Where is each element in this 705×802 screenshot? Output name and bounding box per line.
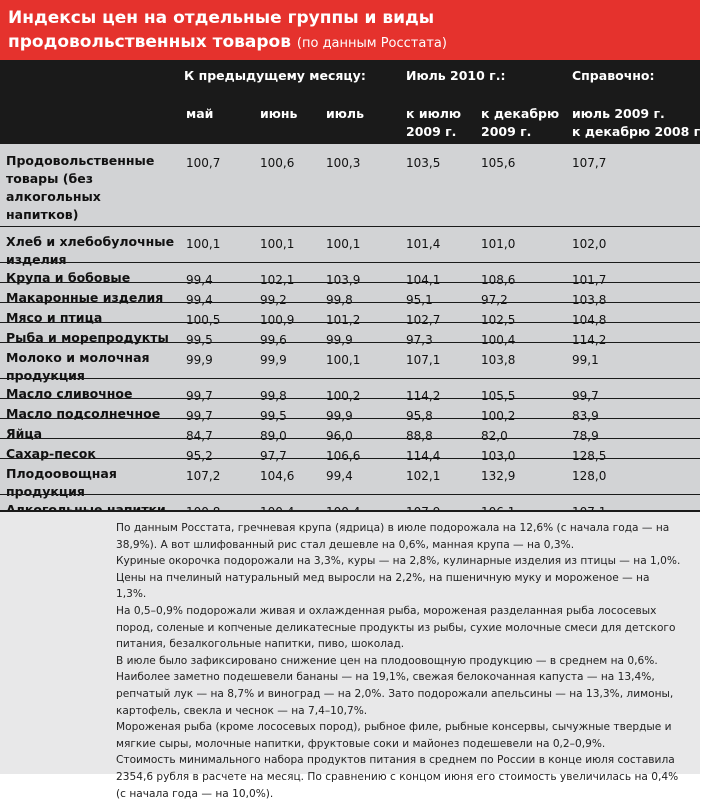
row-value: 103,8 <box>572 293 607 307</box>
row-value: 97,3 <box>406 333 433 347</box>
row-value: 102,1 <box>260 273 295 287</box>
table-row <box>0 226 700 267</box>
table-row <box>0 262 700 287</box>
row-value: 100,2 <box>481 409 516 423</box>
row-value: 107,2 <box>186 469 221 483</box>
row-value: 99,5 <box>186 333 213 347</box>
header-ref-july-2009: июль 2009 г. <box>572 106 665 121</box>
table-row <box>0 144 700 226</box>
row-value: 100,5 <box>186 313 221 327</box>
row-value: 106,6 <box>326 449 361 463</box>
row-value: 99,7 <box>186 389 213 403</box>
row-value: 100,1 <box>260 237 295 251</box>
row-value: 95,2 <box>186 449 213 463</box>
row-value: 97,7 <box>260 449 287 463</box>
row-value: 99,8 <box>326 293 353 307</box>
row-value: 102,7 <box>406 313 441 327</box>
row-value: 101,7 <box>572 273 607 287</box>
note-paragraph: В июле было зафиксировано снижение цен на плодоовощную продукцию — в среднем на 0,6%. Наиболее заметно подешевели бананы — на 19,1%, свежая белокочанная капуста — на 13,4%, репчатый лук — на 8,7% и виноград — на 2,0%. Зато подорожали апельсины — на 13,3%, лимоны, картофель, свекла и чеснок — на 7,4–10,7%. <box>116 654 674 717</box>
price-index-table <box>0 144 700 510</box>
row-value: 101,4 <box>406 237 441 251</box>
note-paragraph: На 0,5–0,9% подорожали живая и охлажденная рыба, мороженая разделанная рыба лососевых пород, соленые и копченые деликатесные продукты из рыбы, сухие молочные смеси для детского питания, безалкогольные напитки, пиво, шоколад. <box>116 604 676 651</box>
header-to-dec-2009: к декабрю <box>481 106 560 121</box>
header-may: май <box>186 106 214 121</box>
header-prev-month: К предыдущему месяцу: <box>184 68 366 83</box>
row-value: 100,9 <box>260 313 295 327</box>
row-value: 100,1 <box>326 353 361 367</box>
row-value: 132,9 <box>481 469 516 483</box>
header-to-july-2009-year: 2009 г. <box>406 124 457 139</box>
row-label: Продовольственные товары (без алкогольных напитков) <box>6 153 155 222</box>
row-value: 99,4 <box>186 273 213 287</box>
row-value: 96,0 <box>326 429 353 443</box>
row-value: 100,1 <box>326 237 361 251</box>
header-to-dec-2009-year: 2009 г. <box>481 124 532 139</box>
row-value: 95,1 <box>406 293 433 307</box>
row-value: 104,6 <box>260 469 295 483</box>
row-value: 89,0 <box>260 429 287 443</box>
row-value: 102,0 <box>572 237 607 251</box>
row-value: 108,6 <box>481 273 516 287</box>
table-row <box>0 302 700 327</box>
row-value: 95,8 <box>406 409 433 423</box>
row-value: 99,9 <box>326 409 353 423</box>
header-ref-dec-2008: к декабрю 2008 г. <box>572 124 705 139</box>
table-row <box>0 398 700 423</box>
row-label: Плодоовощная продукция <box>6 466 117 499</box>
row-value: 114,2 <box>572 333 607 347</box>
row-value: 99,6 <box>260 333 287 347</box>
header-july-2010: Июль 2010 г.: <box>406 68 506 83</box>
row-value: 100,4 <box>481 333 516 347</box>
title-banner <box>0 0 700 60</box>
row-label: Хлеб и хлебобулочные изделия <box>6 234 175 267</box>
row-value: 128,0 <box>572 469 607 483</box>
row-value: 101,2 <box>326 313 361 327</box>
row-value: 100,3 <box>326 156 361 170</box>
row-label: Крупа и бобовые <box>6 270 131 285</box>
page-title: Индексы цен на отдельные группы и виды <box>8 8 435 28</box>
row-value: 103,8 <box>481 353 516 367</box>
row-value: 78,9 <box>572 429 599 443</box>
row-value: 99,4 <box>186 293 213 307</box>
row-value: 100,1 <box>186 237 221 251</box>
table-row <box>0 418 700 443</box>
row-value: 104,1 <box>406 273 441 287</box>
row-label: Молоко и молочная продукция <box>6 350 150 383</box>
row-value: 84,7 <box>186 429 213 443</box>
header-july: июль <box>326 106 364 121</box>
row-value: 99,1 <box>572 353 599 367</box>
header-june: июнь <box>260 106 298 121</box>
row-value: 99,7 <box>186 409 213 423</box>
row-value: 82,0 <box>481 429 508 443</box>
table-row <box>0 342 700 383</box>
header-to-july-2009: к июлю <box>406 106 462 121</box>
note-paragraph: Мороженая рыба (кроме лососевых пород), рыбное филе, рыбные консервы, сычужные твердые и мягкие сыры, молочные напитки, фруктовые соки и майонез подешевели на 0,2–0,9%. <box>116 721 672 750</box>
row-value: 88,8 <box>406 429 433 443</box>
note-paragraph: Стоимость минимального набора продуктов питания в среднем по России в конце июля составила 2354,6 рубля в расчете на месяц. По сравнению с концом июня его стоимость увеличилась на 0,4% (с начала года — на 10,0%). <box>116 754 679 800</box>
row-value: 99,9 <box>326 333 353 347</box>
row-value: 99,2 <box>260 293 287 307</box>
row-value: 107,1 <box>406 353 441 367</box>
row-value: 105,5 <box>481 389 516 403</box>
row-value: 103,9 <box>326 273 361 287</box>
page-title-continued: продовольственных товаров <box>8 32 291 52</box>
row-value: 114,2 <box>406 389 441 403</box>
row-value: 103,0 <box>481 449 516 463</box>
row-value: 101,0 <box>481 237 516 251</box>
table-row <box>0 322 700 347</box>
note-paragraph: Цены на пчелиный натуральный мед выросли на 2,2%, на пшеничную муку и мороженое — на 1,3%. <box>116 571 650 601</box>
row-value: 99,5 <box>260 409 287 423</box>
row-value: 99,4 <box>326 469 353 483</box>
row-label: Масло сливочное <box>6 386 133 401</box>
table-row <box>0 494 700 510</box>
row-value: 99,8 <box>260 389 287 403</box>
row-value: 97,2 <box>481 293 508 307</box>
row-value: 102,5 <box>481 313 516 327</box>
row-label: Мясо и птица <box>6 310 103 325</box>
row-label: Сахар-песок <box>6 446 96 461</box>
row-value: 104,8 <box>572 313 607 327</box>
row-value: 100,6 <box>260 156 295 170</box>
row-value: 100,7 <box>186 156 221 170</box>
note-paragraph: По данным Росстата, гречневая крупа (ядрица) в июле подорожала на 12,6% (с начала года — на 38,9%). А вот шлифованный рис стал дешевле на 0,6%, манная крупа — на 0,3%. <box>116 522 670 551</box>
table-row <box>0 282 700 307</box>
table-row <box>0 458 700 499</box>
page-title-line2 <box>8 30 700 56</box>
row-value: 99,9 <box>186 353 213 367</box>
row-value: 99,7 <box>572 389 599 403</box>
row-value: 128,5 <box>572 449 607 463</box>
table-header <box>0 60 705 144</box>
row-value: 107,7 <box>572 156 607 170</box>
header-reference: Справочно: <box>572 68 655 83</box>
row-value: 99,9 <box>260 353 287 367</box>
row-value: 114,4 <box>406 449 441 463</box>
row-value: 105,6 <box>481 156 516 170</box>
table-row <box>0 378 700 403</box>
row-value: 100,2 <box>326 389 361 403</box>
note-paragraph: Куриные окорочка подорожали на 3,3%, куры — на 2,8%, кулинарные изделия из птицы — на 1,0%. <box>116 555 681 568</box>
row-value: 102,1 <box>406 469 441 483</box>
row-label: Масло подсолнечное <box>6 406 161 421</box>
notes-block <box>0 512 700 800</box>
row-label: Рыба и морепродукты <box>6 330 169 345</box>
row-label: Яйца <box>6 426 43 441</box>
row-value: 83,9 <box>572 409 599 423</box>
source-note: (по данным Росстата) <box>296 36 447 51</box>
row-label: Макаронные изделия <box>6 290 164 305</box>
row-value: 103,5 <box>406 156 441 170</box>
table-row <box>0 438 700 463</box>
